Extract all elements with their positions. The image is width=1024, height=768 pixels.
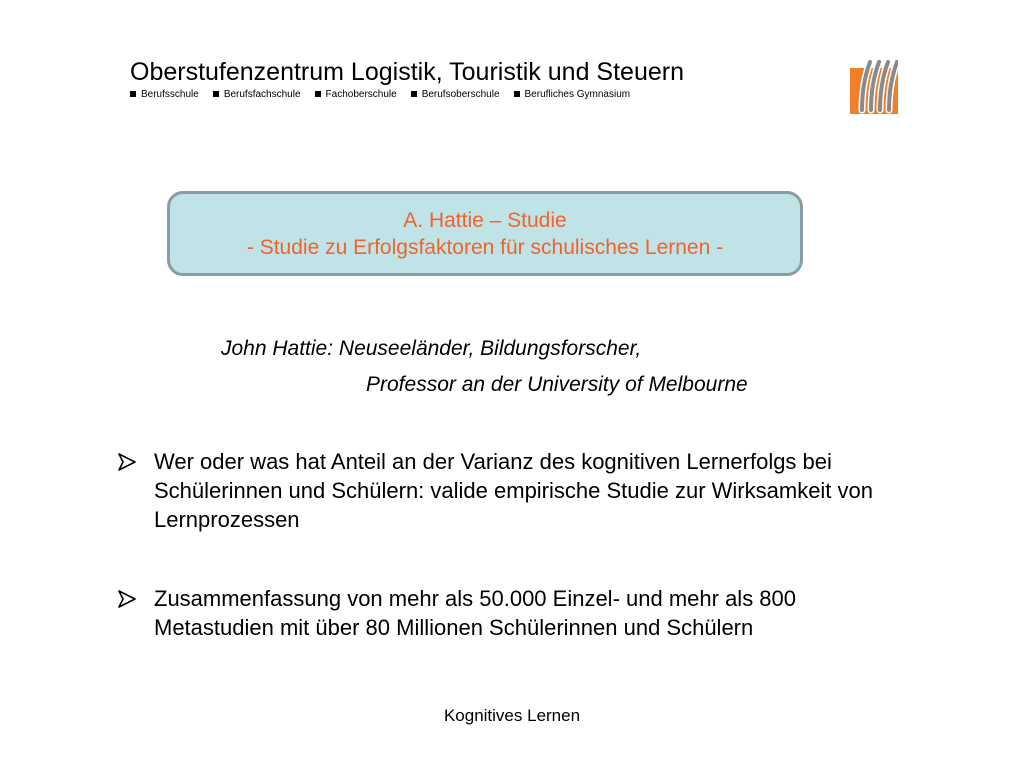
bullet-point — [116, 447, 896, 534]
square-bullet-icon — [315, 91, 321, 97]
school-type-label: Berufsfachschule — [223, 88, 301, 100]
slide-title-box — [167, 191, 803, 276]
school-type-label: Fachoberschule — [325, 88, 397, 100]
arrow-bullet-icon — [116, 588, 138, 610]
square-bullet-icon — [213, 91, 219, 97]
school-type-item — [315, 89, 397, 100]
school-type-label: Berufsschule — [141, 88, 199, 100]
square-bullet-icon — [514, 91, 520, 97]
school-type-label: Berufliches Gymnasium — [524, 88, 631, 100]
bullet-point-text: Wer oder was hat Anteil an der Varianz des kognitiven Lernerfolgs bei Schülerinnen und Schülern: valide empirische Studie zur Wirksamkeit von Lernprozessen — [154, 449, 874, 532]
school-type-item — [411, 89, 500, 100]
person-description-line1: John Hattie: Neuseeländer, Bildungsforscher, — [221, 337, 642, 360]
school-type-item — [514, 89, 631, 100]
slide-title: A. Hattie – Studie — [403, 208, 567, 232]
square-bullet-icon — [411, 91, 417, 97]
square-bullet-icon — [130, 91, 136, 97]
school-type-item — [213, 89, 301, 100]
slide-footer: Kognitives Lernen — [443, 706, 581, 725]
school-type-item — [130, 89, 199, 100]
arrow-bullet-icon — [116, 451, 138, 473]
slide-subtitle: - Studie zu Erfolgsfaktoren für schulisches Lernen - — [246, 235, 724, 259]
school-types-list — [130, 87, 644, 101]
bullet-point — [116, 584, 896, 642]
osz-logo-icon — [850, 54, 898, 114]
school-type-label: Berufsoberschule — [421, 88, 500, 100]
institution-title: Oberstufenzentrum Logistik, Touristik und Steuern — [130, 58, 684, 86]
person-description-line2: Professor an der University of Melbourne — [366, 373, 748, 396]
bullet-point-text: Zusammenfassung von mehr als 50.000 Einzel- und mehr als 800 Metastudien mit über 80 Millionen Schülerinnen und Schülern — [154, 586, 797, 640]
